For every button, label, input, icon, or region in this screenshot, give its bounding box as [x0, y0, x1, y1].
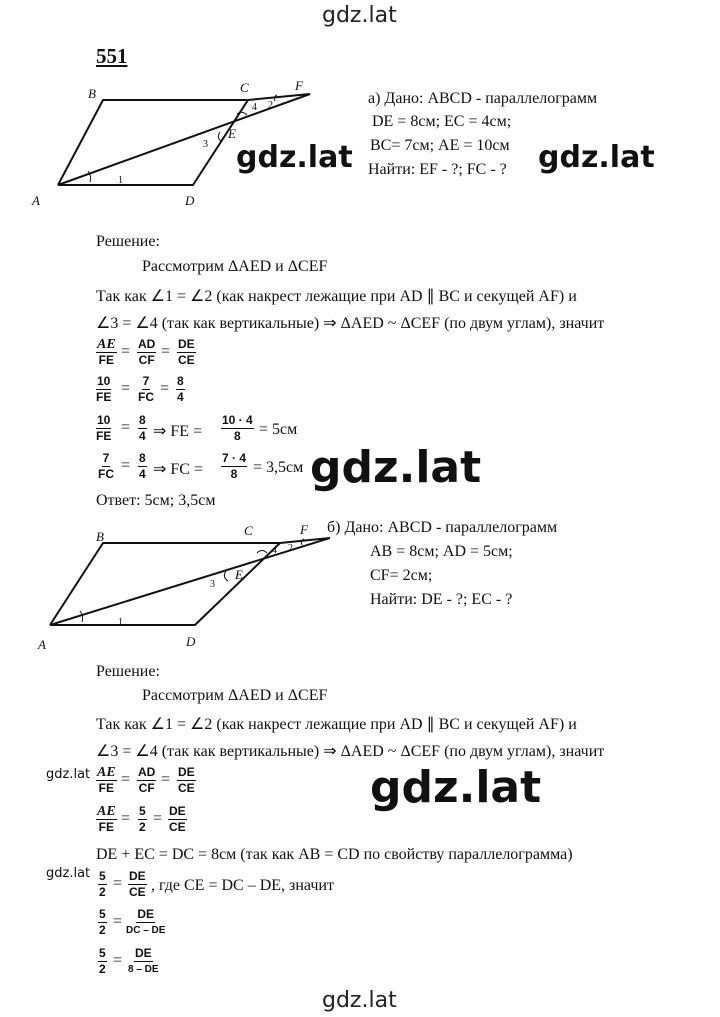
- part-a-find: Найти: EF - ?; FC - ?: [368, 161, 507, 178]
- fraction: $\frac{7 \cdot 4}{8}$: [222, 451, 247, 481]
- fraction: $\frac{5}{2}$: [139, 804, 146, 834]
- fraction: $\frac{5}{2}$: [99, 869, 106, 899]
- fig-a-angle-3: 3: [203, 139, 208, 150]
- figure-b-parallelogram: [30, 515, 330, 655]
- watermark: gdz.lat: [538, 140, 655, 175]
- fig-a-label-F: F: [295, 78, 303, 93]
- fraction: $\frac{AE}{FE}$: [97, 765, 116, 795]
- fig-b-label-A: A: [38, 637, 46, 652]
- part-a-consider: Рассмотрим ΔAED и ΔCEF: [142, 258, 328, 275]
- watermark: gdz.lat: [46, 866, 91, 881]
- part-a-solution-title: Решение:: [96, 233, 160, 250]
- part-b-given-1: б) Дано: ABCD - параллелограмм: [327, 519, 558, 536]
- part-b-given-2: AB = 8см; AD = 5см;: [370, 543, 513, 560]
- fig-b-angle-1: 1: [118, 617, 123, 628]
- fig-a-label-C: C: [240, 80, 249, 95]
- fig-b-label-D: D: [186, 634, 196, 649]
- fig-a-label-A: A: [32, 193, 40, 208]
- header-site-label: gdz.lat: [322, 3, 397, 28]
- fig-b-angle-3: 3: [210, 579, 215, 590]
- part-a-given-1: а) Дано: ABCD - параллелограмм: [368, 90, 598, 107]
- problem-number: 551: [96, 44, 128, 68]
- part-b-given-3: CF= 2см;: [370, 567, 433, 584]
- part-b-line1: Так как ∠1 = ∠2 (как накрест лежащие при AD ∥ BC и секущей AF) и: [96, 716, 577, 733]
- fraction: DE DC – DE: [126, 907, 166, 936]
- footer-site-label: gdz.lat: [322, 988, 397, 1013]
- part-b-find: Найти: DE - ?; EC - ?: [370, 591, 513, 608]
- fraction: DE 8 – DE: [128, 946, 159, 975]
- fig-a-label-D: D: [185, 193, 195, 208]
- part-a-line1: Так как ∠1 = ∠2 (как накрест лежащие при AD ∥ BC и секущей AF) и: [96, 288, 577, 305]
- fraction: $\frac{AE}{FE}$: [97, 804, 116, 834]
- fraction: $\frac{7}{FC}$: [98, 451, 114, 481]
- fraction: $\frac{8}{4}$: [177, 374, 184, 404]
- watermark: gdz.lat: [46, 767, 91, 782]
- part-a-given-2: DE = 8см; EC = 4см;: [372, 113, 512, 130]
- watermark: gdz.lat: [236, 140, 353, 175]
- fraction: $\frac{10 \cdot 4}{8}$: [222, 413, 253, 443]
- fig-b-label-E: E: [235, 567, 243, 582]
- fraction: $\frac{DE}{CE}$: [178, 765, 195, 795]
- fig-a-angle-2: 2: [268, 100, 273, 111]
- fraction: $\frac{AE}{FE}$: [97, 337, 116, 367]
- fig-b-label-C: C: [244, 523, 253, 538]
- fig-b-angle-2: 2: [288, 543, 293, 554]
- fraction: $\frac{AD}{CF}$: [138, 765, 156, 795]
- watermark: gdz.lat: [310, 442, 482, 493]
- fig-b-label-F: F: [300, 522, 308, 537]
- watermark: gdz.lat: [370, 762, 542, 813]
- fig-a-angle-1: 1: [118, 175, 123, 186]
- fraction: $\frac{10}{FE}$: [96, 374, 112, 404]
- fraction: $\frac{DE}{CE}$: [178, 337, 195, 367]
- fraction: $\frac{AD}{CF}$: [138, 337, 156, 367]
- fraction: $\frac{5}{2}$: [99, 946, 106, 976]
- fig-a-label-B: B: [88, 86, 96, 101]
- part-b-line2: ∠3 = ∠4 (так как вертикальные) ⇒ ΔAED ~ ΔCEF (по двум углам), значит: [96, 743, 605, 760]
- fig-a-angle-4: 4: [252, 102, 257, 113]
- fraction: $\frac{DE}{CE}$: [169, 804, 186, 834]
- part-a-given-3: BC= 7см; AE = 10см: [370, 137, 510, 154]
- fraction: $\frac{7}{FC}$: [138, 374, 154, 404]
- part-b-line3: DE + EC = DC = 8см (так как AB = CD по свойству параллелограмма): [96, 846, 573, 863]
- fig-b-angle-4: 4: [272, 545, 277, 556]
- fig-b-label-B: B: [96, 529, 104, 544]
- part-b-solution-title: Решение:: [96, 663, 160, 680]
- fraction: $\frac{DE}{CE}$: [129, 869, 146, 899]
- part-b-consider: Рассмотрим ΔAED и ΔCEF: [142, 687, 328, 704]
- fraction: $\frac{8}{4}$: [139, 413, 146, 443]
- fig-a-label-E: E: [228, 126, 236, 141]
- part-a-answer: Ответ: 5см; 3,5см: [96, 492, 216, 509]
- fraction: $\frac{5}{2}$: [99, 907, 106, 937]
- fraction: $\frac{8}{4}$: [139, 451, 146, 481]
- part-a-line2: ∠3 = ∠4 (так как вертикальные) ⇒ ΔAED ~ ΔCEF (по двум углам), значит: [96, 315, 605, 332]
- fraction: $\frac{10}{FE}$: [96, 413, 112, 443]
